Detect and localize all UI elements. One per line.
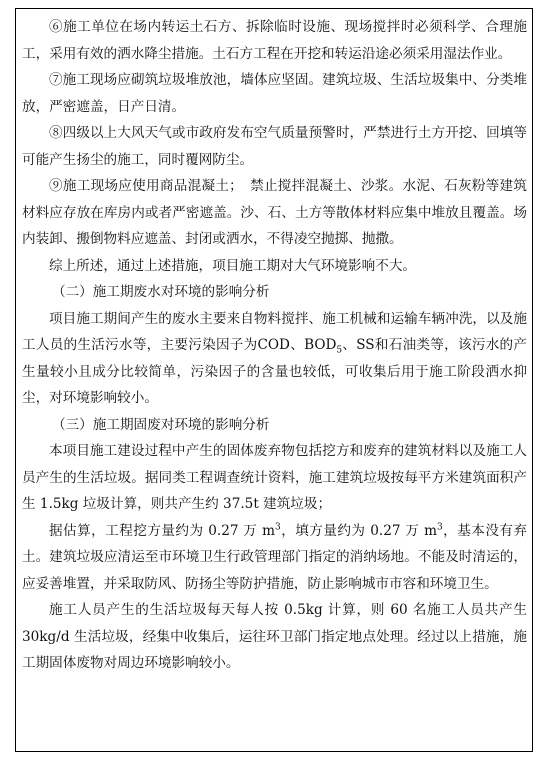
paragraph-dust-control-8: ⑧四级以上大风天气或市政府发布空气质量预警时，严禁进行土方开挖、回填等可能产生扬尘的施工，同时覆网防尘。 xyxy=(22,125,527,168)
cubic-superscript-2: 3 xyxy=(437,521,443,532)
paragraph-earthwork xyxy=(22,518,527,598)
section-heading-solid-waste: （三）施工期固废对环境的影响分析 xyxy=(52,416,270,433)
wastewater-text-part-1: 项目施工期间产生的废水主要来自物料搅拌、施工机械和运输车辆冲洗，以及施工人员的生活污水等，主要污染因子为COD、BOD xyxy=(22,310,527,353)
earthwork-text-part-2: ，填方量约为 0.27 万 m xyxy=(280,522,437,539)
paragraph-dust-control-6: ⑥施工单位在场内转运土石方、拆除临时设施、现场搅拌时必须科学、合理施工，采用有效的洒水降尘措施。土石方工程在开挖和转运沿途必须采用湿法作业。 xyxy=(22,19,527,62)
paragraph-dust-control-9: ⑨施工现场应使用商品混凝土； 禁止搅拌混凝土、沙浆。水泥、石灰粉等建筑材料应存放在库房内或者严密遮盖。沙、石、土方等散体材料应集中堆放且覆盖。场内装卸、搬倒物料应遮盖、封闭或洒水，不得凌空抛掷、抛撒。 xyxy=(22,178,527,247)
cubic-superscript-1: 3 xyxy=(275,521,281,532)
paragraph-dust-control-7: ⑦施工现场应砌筑垃圾堆放池，墙体应坚固。建筑垃圾、生活垃圾集中、分类堆放，严密遮盖，日产日清。 xyxy=(22,72,527,115)
document-body xyxy=(22,14,527,677)
paragraph-air-summary: 综上所述，通过上述措施，项目施工期对大气环境影响不大。 xyxy=(49,257,417,274)
section-heading-wastewater: （二）施工期废水对环境的影响分析 xyxy=(52,284,270,300)
paragraph-domestic-waste: 施工人员产生的生活垃圾每天每人按 0.5kg 计算，则 60 名施工人员共产生 30kg/d 生活垃圾，经集中收集后，运往环卫部门指定地点处理。经过以上措施，施工期固体废物对周边环境影响较小。 xyxy=(22,602,527,671)
earthwork-text-part-1: 据估算，工程挖方量约为 0.27 万 m xyxy=(49,522,276,539)
paragraph-wastewater xyxy=(22,306,527,412)
paragraph-solid-waste-sources: 本项目施工建设过程中产生的固体废弃物包括挖方和废弃的建筑材料以及施工人员产生的生活垃圾。据同类工程调查统计资料，施工建筑垃圾按每平方米建筑面积产生 1.5kg 垃圾计算，则共产生约 37.5t 建筑垃圾； xyxy=(22,443,527,512)
bod-subscript: 5 xyxy=(336,345,343,356)
wastewater-text-part-2: 、SS和石油类等，该污水的产生量较小且成分比较简单，污染因子的含量也较低，可收集后用于施工阶段洒水抑尘，对环境影响较小。 xyxy=(22,337,528,406)
earthwork-text-part-3: ，基本没有弃土。建筑垃圾应清运至市环境卫生行政管理部门指定的消纳场地。不能及时清运的，应妥善堆置，并采取防风、防扬尘等防护措施，防止影响城市市容和环境卫生。 xyxy=(22,522,528,592)
